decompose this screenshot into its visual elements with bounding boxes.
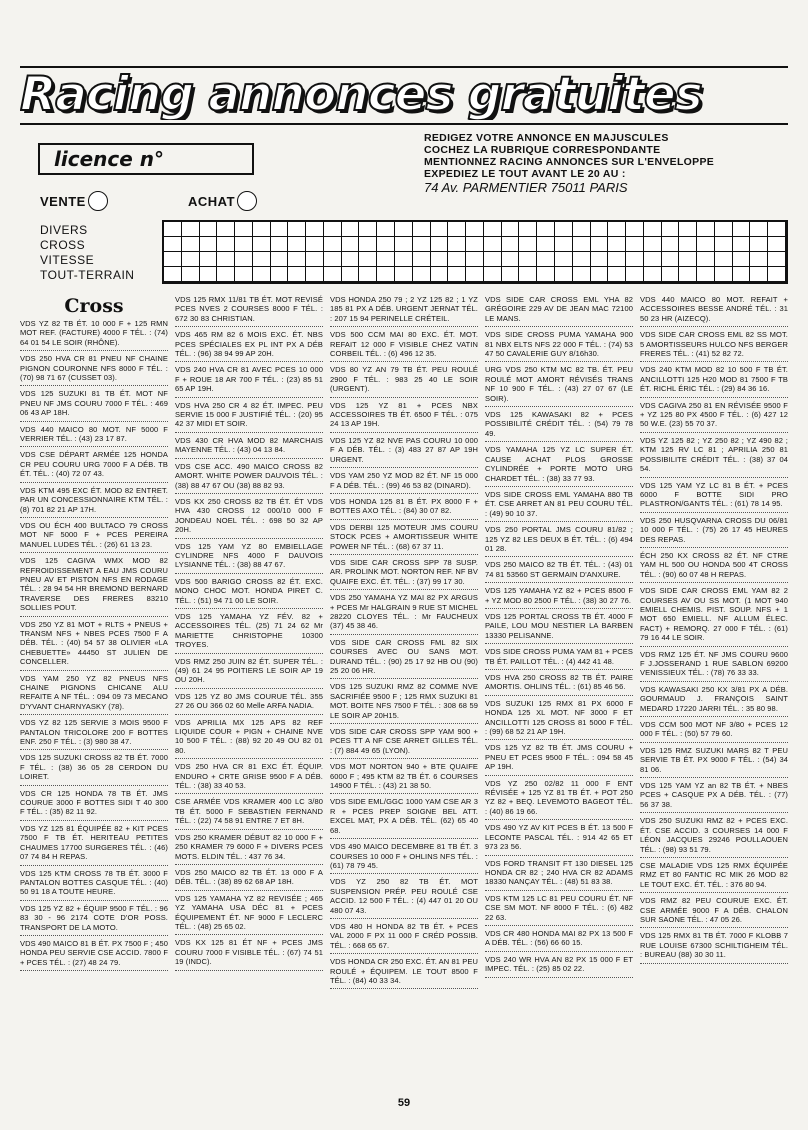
grid-cell[interactable]: [359, 222, 377, 237]
classified-ad: VDS 125 PORTAL CROSS TB ÉT. 4000 F PAILE, LOU MOU NESTIER LA BARBEN 13330 PELISANNE.: [485, 612, 633, 644]
grid-cell[interactable]: [608, 267, 626, 282]
classified-ad: VDS 125 YAMAHA YZ FÉV. 82 + ACCESSOIRES TÉL. (25) 71 24 62 Mr MARIETTE CHRISTOPHE 10300 TROYES.: [175, 612, 323, 654]
classified-ad: VDS KX 250 CROSS 82 TB ÉT. ÉT VDS HVA 430 CROSS 12 000/10 000 F JONDEAU NOEL TÉL. : 698 50 32 AP 20H.: [175, 497, 323, 539]
grid-cell[interactable]: [395, 237, 413, 252]
grid-cell[interactable]: [502, 267, 520, 282]
classified-ad: VDS HONDA CR 250 EXC. ÉT. AN 81 PEU ROULÉ + ÉQUIPEM. LE TOUT 8500 F TÉL. : (84) 40 33 34.: [330, 957, 478, 989]
ad-text-grid[interactable]: [162, 220, 788, 284]
grid-cell[interactable]: [182, 222, 200, 237]
grid-cell[interactable]: [200, 237, 218, 252]
classified-ad: VDS CAGIVA 250 81 EN RÉVISÉE 9500 F + YZ 125 80 PX 4500 F TÉL. : (6) 427 12 50 W.E. (23) 55 70 37.: [640, 401, 788, 433]
ads-column-4: [485, 295, 633, 1095]
classified-ad: VDS YAMAHA 125 YZ LC SUPER ÉT. CAUSE ACHAT PLOS GROSSE CYLINDRÉE + PORTE MOTO URG CHARDET TÉL. : (38) 33 77 93.: [485, 445, 633, 487]
grid-cell[interactable]: [324, 222, 342, 237]
grid-cell[interactable]: [448, 222, 466, 237]
grid-cell[interactable]: [715, 252, 733, 267]
grid-cell[interactable]: [253, 267, 271, 282]
classified-ad: VDS 125 RMX 11/81 TB ÉT. MOT REVISÉ PCES NVES 2 COURSES 8000 F TÉL. : 672 30 83 CHRISTIAN.: [175, 295, 323, 327]
grid-cell[interactable]: [608, 237, 626, 252]
classified-ad: VDS MOT NORTON 940 + BTE QUAIFE 6000 F ; 495 KTM 82 TB ÉT. 6 COURSES 14900 F TÉL. : (43) 21 38 50.: [330, 762, 478, 794]
grid-cell[interactable]: [644, 252, 662, 267]
grid-cell[interactable]: [768, 222, 786, 237]
classified-ad: VDS CSE ACC. 490 MAICO CROSS 82 AMORT. WHITE POWER DAUVOIS TÉL. : (38) 88 47 67 OU (38) 88 82 93.: [175, 462, 323, 494]
classified-ad: VDS CR 480 HONDA MAI 82 PX 13 500 F A DÉB. TÉL. : (56) 66 60 15.: [485, 929, 633, 952]
classified-ad: VDS 125 YZ 82 TB ÉT. JMS COURU + PNEU ET PCES 9500 F TÉL. : 094 58 45 AP 19H.: [485, 743, 633, 775]
grid-cell[interactable]: [626, 267, 644, 282]
classified-ad: VDS 440 MAICO 80 MOT. REFAIT + ACCESSOIRES BESSE ANDRÉ TÉL. : 31 50 23 HR (AIZECQ).: [640, 295, 788, 327]
classified-ad: VDS 465 RM 82 6 MOIS EXC. ÉT. NBS PCES SPÉCIALES EX PL INT PX A DÉB TÉL. : (96) 38 94 99 AP 20H.: [175, 330, 323, 362]
grid-cell[interactable]: [519, 252, 537, 267]
grid-cell[interactable]: [715, 237, 733, 252]
grid-cell[interactable]: [271, 222, 289, 237]
classified-ad: VDS YZ 250 82 TB ÉT. MOT SUSPENSION PRÉP. PEU ROULÉ CSE ACCID. 12 500 F TÉL. : (4) 447 01 20 OU 480 07 43.: [330, 877, 478, 919]
grid-cell[interactable]: [253, 252, 271, 267]
grid-cell[interactable]: [164, 222, 182, 237]
grid-cell[interactable]: [644, 237, 662, 252]
classified-ad: VDS 125 KAWASAKI 82 + PCES POSSIBILITÉ CRÉDIT TÉL. : (54) 79 78 49.: [485, 410, 633, 442]
classified-ad: VDS 480 H HONDA 82 TB ÉT. + PCES VAL 2000 F PX 11 000 F CRÉD POSSIB. TÉL. : 668 65 67.: [330, 922, 478, 954]
grid-cell[interactable]: [235, 237, 253, 252]
classified-ad: VDS 125 SUZUKI RMZ 82 COMME NVE SACRIFIÉE 9500 F ; 125 RMX SUZUKI 81 MOT. BOITE NFS 7500 F TÉL. : 308 68 59 LE SOIR AP 20H15.: [330, 682, 478, 724]
grid-cell[interactable]: [200, 252, 218, 267]
instruction-line: EXPEDIEZ LE TOUT AVANT LE 20 AU :: [424, 168, 626, 180]
classified-ad: VDS 125 YZ 81 + PCES NBX ACCESSOIRES TB ÉT. 6500 F TÉL. : 075 24 13 AP 19H.: [330, 401, 478, 433]
grid-cell[interactable]: [679, 237, 697, 252]
classified-ad: VDS HONDA 250 79 ; 2 YZ 125 82 ; 1 YZ 185 81 PX A DÉB. URGENT JERNAT TÉL. : 207 15 94 PERINELLE CRÉTEIL.: [330, 295, 478, 327]
grid-cell[interactable]: [466, 237, 484, 252]
classified-ad: VDS 250 YAMAHA YZ MAI 82 PX ARGUS + PCES Mr HALGRAIN 9 RUE ST MICHEL 28220 CLOYES TÉL. : Mr FAUCHEUX (37) 45 38 46.: [330, 593, 478, 635]
grid-cell[interactable]: [288, 237, 306, 252]
grid-cell[interactable]: [519, 237, 537, 252]
classified-ad: VDS SIDE CAR CROSS FML 82 SIX COURSES AVEC OU SANS MOT. DURAND TÉL. : (90) 25 17 92 HB OU (90) 25 20 06 HR.: [330, 638, 478, 680]
grid-cell[interactable]: [377, 252, 395, 267]
page-number: 59: [397, 1097, 411, 1109]
classified-ad: VDS APRILIA MX 125 APS 82 REF LIQUIDE COUR + PIGN + CHAINE NVE 10 500 F TÉL. : (88) 92 20 49 OU 82 01 80.: [175, 718, 323, 760]
instructions: [424, 132, 794, 180]
classified-ad: VDS 80 YZ AN 79 TB ÉT. PEU ROULÉ 2900 F TÉL. : 983 25 40 LE SOIR (URGENT).: [330, 365, 478, 397]
grid-cell[interactable]: [395, 267, 413, 282]
grid-cell[interactable]: [750, 267, 768, 282]
grid-cell[interactable]: [591, 252, 609, 267]
grid-cell[interactable]: [217, 267, 235, 282]
classified-ad: VDS 250 HUSQVARNA CROSS DU 06/81 10 000 F TÉL. : (75) 26 17 45 HEURES DES REPAS.: [640, 516, 788, 548]
grid-cell[interactable]: [448, 237, 466, 252]
grid-cell[interactable]: [555, 252, 573, 267]
ads-column-5: [640, 295, 788, 1095]
classified-ad: VDS 250 KRAMER DÉBUT 82 10 000 F + 250 KRAMER 79 6000 F + DIVERS PCES MOTS. ELDIN TÉL. : 437 76 34.: [175, 833, 323, 865]
classified-ad: VDS YZ 82 125 SERVIE 3 MOIS 9500 F PANTALON TRICOLORE 200 F BOTTES ENF. 250 F TÉL. : (3) 980 38 47.: [20, 718, 168, 750]
grid-cell[interactable]: [217, 237, 235, 252]
grid-cell[interactable]: [484, 222, 502, 237]
licence-number-field[interactable]: [38, 143, 254, 175]
ads-column-3: [330, 295, 478, 1095]
grid-cell[interactable]: [395, 222, 413, 237]
classified-ad: VDS RMZ 125 ÉT. NF JMS COURU 9600 F J.JOSSERAND 1 RUE SABLON 69200 VENISSIEUX TÉL. : (78) 76 33 33.: [640, 650, 788, 682]
classified-ad: VDS 240 WR HVA AN 82 PX 15 000 F ET IMPEC. TÉL. : (25) 85 02 22.: [485, 955, 633, 978]
classified-ad: VDS 125 SUZUKI 81 TB ÉT. MOT NF PNEU NF JMS COURU 7000 F TÉL. : 469 06 43 AP 18H.: [20, 389, 168, 421]
grid-cell[interactable]: [342, 237, 360, 252]
classified-ad: VDS SIDE EML/GGC 1000 YAM CSE AR 3 R + PCES PREP SOIGNE BEL ATT. EXCEL MAT, PX A DÉB. TÉL. (62) 65 40 68.: [330, 797, 478, 839]
classified-ad: VDS 125 YAMAHA YZ 82 + PCES 8500 F + YZ MOD 80 2500 F TÉL. : (38) 30 27 76.: [485, 586, 633, 609]
grid-cell[interactable]: [573, 267, 591, 282]
category-divers[interactable]: DIVERS: [40, 223, 88, 237]
grid-cell[interactable]: [768, 252, 786, 267]
classified-ad: VDS KAWASAKI 250 KX 3/81 PX A DÉB. GOURMAUD J. FRANÇOIS SAINT MEDARD 17220 JARRI TÉL. : 35 80 98.: [640, 685, 788, 717]
classified-ad: VDS YZ 125 82 ; YZ 250 82 ; YZ 490 82 ; KTM 125 RV LC 81 ; APRILIA 250 81 POSSIBILITE CRÉDIT TÉL. : (38) 37 04 54.: [640, 436, 788, 478]
classified-ad: VDS KTM 495 EXC ÉT. MOD 82 ENTRET. PAR UN CONCESSIONNAIRE KTM TÉL. : (8) 701 82 21 AP 17H.: [20, 486, 168, 518]
grid-cell[interactable]: [235, 222, 253, 237]
grid-cell[interactable]: [733, 252, 751, 267]
classified-ad: VDS DERBI 125 MOTEUR JMS COURU STOCK PCES + AMORTISSEUR WHITE POWER NF TÉL. : (68) 67 37 11.: [330, 523, 478, 555]
grid-cell[interactable]: [466, 267, 484, 282]
grid-cell[interactable]: [555, 222, 573, 237]
grid-cell[interactable]: [608, 252, 626, 267]
grid-cell[interactable]: [164, 267, 182, 282]
grid-cell[interactable]: [448, 252, 466, 267]
grid-cell[interactable]: [750, 222, 768, 237]
classified-ad: VDS 250 SUZUKI RMZ 82 + PCES EXC. ÉT. CSE ACCID. 3 COURSES 14 000 F LÉON JACQUES 29246 POULLAOUEN TÉL. : (98) 93 51 79.: [640, 816, 788, 858]
classified-ad: VDS 125 RMX 81 TB ÉT. 7000 F KLOBB 7 RUE LOUISE 67300 SCHILTIGHEIM TÉL. : BUREAU (88) 30 30 11.: [640, 931, 788, 963]
grid-cell[interactable]: [573, 222, 591, 237]
grid-cell[interactable]: [715, 267, 733, 282]
grid-cell[interactable]: [519, 222, 537, 237]
classified-ad: VDS SIDE CAR CROSS EML YAM 82 2 COURSES AV OU SS MOT. (1 MOT 940 EMIELL CHEMIS. PIST. SOUP. NFS + 1 MOT 650 EMIELL. NF ALLUM ÉLEC. FACT) + REMORQ. 27 000 F TÉL. : (61) 79 16 44 LE SOIR.: [640, 586, 788, 646]
grid-cell[interactable]: [768, 237, 786, 252]
classified-ad: VDS 125 CAGIVA WMX MOD 82 REFROIDISSEMENT A EAU JMS COURU PNEU AV ET PISTON NFS EN RODAGE TÉL. : 28 94 54 HR BREMOND BERNARD TRAVERSE DES FRERES 83210 SOLLIES POUT.: [20, 556, 168, 616]
grid-cell[interactable]: [697, 222, 715, 237]
grid-cell[interactable]: [502, 222, 520, 237]
grid-cell[interactable]: [750, 252, 768, 267]
grid-cell[interactable]: [519, 267, 537, 282]
instruction-line: MENTIONNEZ RACING ANNONCES SUR L'ENVELOPPE: [424, 156, 715, 168]
vente-label: VENTE: [40, 193, 86, 209]
grid-cell[interactable]: [271, 237, 289, 252]
grid-cell[interactable]: [235, 252, 253, 267]
classified-ad: VDS HVA 250 CR 4 82 ÉT. IMPEC. PEU SERVIE 15 000 F JUSTIFIÉ TÉL. : (20) 95 42 37 MIDI ET SOIR.: [175, 401, 323, 433]
grid-cell[interactable]: [217, 222, 235, 237]
grid-cell[interactable]: [359, 267, 377, 282]
grid-cell[interactable]: [306, 267, 324, 282]
grid-cell[interactable]: [697, 267, 715, 282]
grid-cell[interactable]: [591, 222, 609, 237]
classified-ad: VDS CR 125 HONDA 78 TB ÉT. JMS COURUE 3000 F BOTTES SIDI T 40 300 F TÉL. : (35) 82 11 92.: [20, 789, 168, 821]
category-cross[interactable]: CROSS: [40, 238, 86, 252]
licence-label: licence n°: [54, 147, 164, 171]
grid-cell[interactable]: [573, 237, 591, 252]
grid-cell[interactable]: [431, 267, 449, 282]
grid-cell[interactable]: [431, 252, 449, 267]
grid-cell[interactable]: [253, 237, 271, 252]
classified-ad: VDS 250 HVA CR 81 PNEU NF CHAINE PIGNON COURONNE NFS 8000 F TÉL. : (70) 98 71 67 (CUSSET 03).: [20, 354, 168, 386]
grid-cell[interactable]: [182, 252, 200, 267]
grid-cell[interactable]: [502, 237, 520, 252]
grid-cell[interactable]: [271, 267, 289, 282]
grid-cell[interactable]: [413, 237, 431, 252]
classified-ad: VDS FORD TRANSIT FT 130 DIESEL 125 HONDA CR 82 ; 240 HVA CR 82 ADAMS 18330 NANÇAY TÉL. : (48) 51 83 38.: [485, 859, 633, 891]
classified-ad: VDS RMZ 82 PEU COURUE EXC. ÉT. CSE ARMÉE 9000 F A DÉB. CHALON SUR SAONE TÉL. : 47 05 26.: [640, 896, 788, 928]
classified-ad: VDS 500 CCM MAI 80 EXC. ÉT. MOT. REFAIT 12 000 F VISIBLE CHEZ VATIN CORBEIL TÉL. : (6) 496 12 35.: [330, 330, 478, 362]
grid-cell[interactable]: [662, 267, 680, 282]
grid-cell[interactable]: [733, 237, 751, 252]
vente-radio[interactable]: [88, 191, 108, 211]
grid-cell[interactable]: [591, 237, 609, 252]
classified-ad: VDS 250 YZ 81 MOT + RLTS + PNEUS + TRANSM NFS + NBES PCES 7500 F A DÉB. TÉL. : (40) 54 57 38 OLIVIER «LA CHEBUETTE» 44450 ST JULIEN DE CONCELLER.: [20, 620, 168, 671]
grid-cell[interactable]: [715, 222, 733, 237]
grid-cell[interactable]: [182, 267, 200, 282]
category-vitesse[interactable]: VITESSE: [40, 253, 95, 267]
classified-ad: VDS SIDE CAR CROSS EML YHA 82 GRÉGOIRE 229 AV DE JEAN MAC 72100 LE MANS.: [485, 295, 633, 327]
grid-cell[interactable]: [448, 267, 466, 282]
grid-cell[interactable]: [697, 252, 715, 267]
grid-cell[interactable]: [182, 237, 200, 252]
grid-cell[interactable]: [662, 222, 680, 237]
classified-ad: VDS SIDE CAR CROSS SPP YAM 900 + PCES TT A NF CSE ARRET GILLES TÉL. : (7) 884 49 65 (LYON).: [330, 727, 478, 759]
grid-cell[interactable]: [662, 252, 680, 267]
grid-cell[interactable]: [413, 267, 431, 282]
grid-cell[interactable]: [733, 267, 751, 282]
classified-ad: VDS 125 YAM YZ LC 81 B ÉT. + PCES 6000 F BOTTE SIDI PRO PLASTRON/GANTS TÉL. : (61) 78 14 95.: [640, 481, 788, 513]
grid-cell[interactable]: [502, 252, 520, 267]
achat-option[interactable]: [188, 191, 257, 211]
grid-cell[interactable]: [288, 252, 306, 267]
grid-cell[interactable]: [484, 252, 502, 267]
grid-cell[interactable]: [217, 252, 235, 267]
classified-ad: VDS SIDE CAR CROSS SPP 78 SUSP. AR. PROLINK MOT. NORTON REF. NF BV QUAIFE EXC. ÉT. TÉL. : (37) 99 17 30.: [330, 558, 478, 590]
grid-cell[interactable]: [377, 237, 395, 252]
grid-cell[interactable]: [200, 267, 218, 282]
page-title: Racing annonces gratuites: [20, 70, 702, 120]
grid-cell[interactable]: [608, 222, 626, 237]
grid-cell[interactable]: [395, 252, 413, 267]
classified-ad: VDS KTM 125 LC 81 PEU COURU ÉT. NF CSE SM MOT. NF 8000 F TÉL. : (6) 482 22 63.: [485, 894, 633, 926]
classified-ad: VDS 125 YAM YZ an 82 TB ÉT. + NBES PCES + CASQUE PX A DÉB. TÉL. : (77) 56 37 38.: [640, 781, 788, 813]
classified-ad: VDS 125 YZ 80 JMS COURUE TÉL. 355 27 26 OU 366 02 60 Melle ARFA NADIA.: [175, 692, 323, 715]
grid-cell[interactable]: [342, 267, 360, 282]
grid-cell[interactable]: [484, 267, 502, 282]
classified-ad: VDS 125 RMZ SUZUKI MARS 82 T PEU SERVIE TB ÉT. PX 9000 F TÉL. : (54) 34 81 06.: [640, 746, 788, 778]
classified-ad: VDS SIDE CROSS EML YAMAHA 880 TB ÉT. CSE ARRET AN 81 PEU COURU TÉL. : (49) 90 10 37.: [485, 490, 633, 522]
grid-cell[interactable]: [679, 267, 697, 282]
grid-cell[interactable]: [768, 267, 786, 282]
grid-cell[interactable]: [164, 237, 182, 252]
grid-cell[interactable]: [306, 222, 324, 237]
classified-ad: VDS 125 YZ 82 + ÉQUIP 9500 F TÉL. : 96 83 30 - 96 2174 COTE D'OR POSS. TRANSPORT DE LA MOTO.: [20, 904, 168, 936]
grid-cell[interactable]: [324, 237, 342, 252]
grid-cell[interactable]: [537, 237, 555, 252]
classified-ad: VDS 490 MAICO 81 B ÉT. PX 7500 F ; 450 HONDA PEU SERVIE CSE ACCID. 7800 F + PCES TÉL. : (27) 48 24 79.: [20, 939, 168, 971]
classified-ad: VDS 240 HVA CR 81 AVEC PCES 10 000 F + ROUE 18 AR 700 F TÉL. : (23) 85 51 65 AP 19H.: [175, 365, 323, 397]
grid-cell[interactable]: [200, 222, 218, 237]
grid-cell[interactable]: [626, 252, 644, 267]
classified-ad: VDS YZ 125 81 ÉQUIPÉE 82 + KIT PCES 7500 F TB ÉT. HERITEAU PETITES CHAUMES 17700 SURGERES TÉL. : (46) 07 74 84 H REPAS.: [20, 824, 168, 866]
classified-ad: VDS YZ 82 TB ÉT. 10 000 F + 125 RMN MOT REF. (FACTURE) 4000 F TÉL. : (74) 64 01 54 LE SOIR (RHÔNE).: [20, 319, 168, 351]
category-tout-terrain[interactable]: TOUT-TERRAIN: [40, 268, 135, 282]
classified-ad: VDS 250 PORTAL JMS COURU 81/82 ; 125 YZ 82 LES DEUX B ÉT. TÉL. : (6) 494 01 28.: [485, 525, 633, 557]
achat-label: ACHAT: [188, 193, 236, 209]
classified-ad: VDS 440 MAICO 80 MOT. NF 5000 F VERRIER TÉL. : (43) 23 17 87.: [20, 425, 168, 448]
grid-cell[interactable]: [342, 222, 360, 237]
ads-column-1: [20, 295, 168, 1095]
grid-cell[interactable]: [235, 267, 253, 282]
grid-cell[interactable]: [431, 222, 449, 237]
classified-ad: VDS 125 YAMAHA YZ 82 REVISÉE ; 465 YZ YAMAHA USA DÉC 81 + PCES ÉQUIPEMENT ÉT. NF 9000 F LECLERC TÉL. : (48) 25 65 02.: [175, 894, 323, 936]
header-rule-top: [20, 66, 788, 68]
classified-ad: CSE ARMÉE VDS KRAMER 400 LC 3/80 TB ÉT. 5000 F SEBASTIEN FERNAND TÉL. : (22) 74 58 91 ENTRE 7 ET 8H.: [175, 797, 323, 829]
grid-cell[interactable]: [431, 237, 449, 252]
grid-cell[interactable]: [164, 252, 182, 267]
grid-cell[interactable]: [377, 222, 395, 237]
classified-ad: VDS 250 MAICO 82 TB ÉT. TÉL. : (43) 01 74 81 53560 ST GERMAIN D'ANXURE.: [485, 560, 633, 583]
classified-ad: VDS 125 YAM YZ 80 EMBIELLAGE CYLINDRE NFS 4000 F DAUVOIS LYSIANNE TÉL. : (38) 88 47 67.: [175, 542, 323, 574]
classified-ad: VDS 250 HVA CR 81 EXC ÉT. ÉQUIP. ENDURO + CRTE GRISE 9500 F A DÉB. TÉL. : (38) 33 40 53.: [175, 762, 323, 794]
section-title: Cross: [64, 295, 124, 317]
classified-ad: VDS YZ 250 02/82 11 000 F ENT RÉVISÉE + 125 YZ 81 TB ÉT. + POT 250 YZ 82 + BEQ. LEVEMOTO BAGEOT TÉL. : (40) 86 19 66.: [485, 779, 633, 821]
classified-ad: VDS YAM 250 YZ MOD 82 ÉT. NF 15 000 F A DÉB. TÉL. : (99) 46 53 82 (DINARD).: [330, 471, 478, 494]
classified-ad: VDS OU ÉCH 400 BULTACO 79 CROSS MOT NF 5000 F + PCES PEREIRA MANUEL LUDES TÉL. : (26) 61 13 23.: [20, 521, 168, 553]
grid-cell[interactable]: [626, 237, 644, 252]
grid-cell[interactable]: [359, 252, 377, 267]
classified-ad: CSE MALADIE VDS 125 RMX ÉQUIPÉE RMZ ET 80 FANTIC RC MIK 26 MOD 82 LE TOUT EXC. ÉT. TÉL. : 376 80 94.: [640, 861, 788, 893]
classified-ad: VDS HVA 250 CROSS 82 TB ÉT. PAIRE AMORTIS. OHLINS TÉL. : (61) 85 46 56.: [485, 673, 633, 696]
instruction-line: REDIGEZ VOTRE ANNONCE EN MAJUSCULES: [424, 132, 669, 144]
grid-cell[interactable]: [377, 267, 395, 282]
grid-cell[interactable]: [679, 222, 697, 237]
grid-cell[interactable]: [733, 222, 751, 237]
grid-cell[interactable]: [537, 267, 555, 282]
grid-cell[interactable]: [288, 222, 306, 237]
classified-ad: VDS 125 YZ 82 NVE PAS COURU 10 000 F A DÉB. TÉL. : (3) 483 27 87 AP 19H URGENT.: [330, 436, 478, 468]
grid-cell[interactable]: [626, 222, 644, 237]
classified-ad: VDS 125 KTM CROSS 78 TB ÉT. 3000 F PANTALON BOTTES CASQUE TÉL. : (40) 50 91 18 A TOUTE HEURE.: [20, 869, 168, 901]
grid-cell[interactable]: [484, 237, 502, 252]
grid-cell[interactable]: [537, 252, 555, 267]
header-rule-bottom: [20, 123, 788, 125]
classified-ad: VDS 490 YZ AV KIT PCES B ÉT. 13 500 F LECONTE PASCAL TÉL. : 914 42 65 ET 973 23 56.: [485, 823, 633, 855]
grid-cell[interactable]: [644, 267, 662, 282]
classified-ad: VDS KX 125 81 ÉT NF + PCES JMS COURU 7000 F VISIBLE TÉL. : (67) 74 51 19 (INDC).: [175, 938, 323, 970]
grid-cell[interactable]: [573, 252, 591, 267]
classified-ad: VDS CSE DÉPART ARMÉE 125 HONDA CR PEU COURU URG 7000 F A DÉB. TB ÉT. TÉL. : (40) 72 07 43.: [20, 450, 168, 482]
grid-cell[interactable]: [555, 237, 573, 252]
grid-cell[interactable]: [342, 252, 360, 267]
classified-ad: VDS CCM 500 MOT NF 3/80 + PCES 12 000 F TÉL. : (50) 57 79 60.: [640, 720, 788, 743]
grid-cell[interactable]: [644, 222, 662, 237]
classified-ad: VDS YAM 250 YZ 82 PNEUS NFS CHAINE PIGNONS CHICANE ALU REFAITE A NF TÉL. : 094 09 73 MECANO D'YVANT CHARNYASKY (78).: [20, 674, 168, 716]
grid-cell[interactable]: [679, 252, 697, 267]
classified-ad: VDS SUZUKI 125 RMX 81 PX 6000 F HONDA 125 XL MOT. NF 3000 F ET ANCILLOTTI 125 CROSS 81 5000 F TÉL. : (99) 68 52 21 AP 19H.: [485, 699, 633, 741]
grid-cell[interactable]: [359, 237, 377, 252]
ads-column-2: [175, 295, 323, 1095]
classified-ad: VDS HONDA 125 81 B ÉT. PX 8000 F + BOTTES AXO TÉL. : (84) 30 07 82.: [330, 497, 478, 520]
grid-cell[interactable]: [591, 267, 609, 282]
category-list: [40, 223, 134, 283]
address: 74 Av. PARMENTIER 75011 PARIS: [424, 180, 628, 195]
grid-cell[interactable]: [253, 222, 271, 237]
classified-ad: VDS SIDE CROSS PUMA YAM 81 + PCES TB ÉT. PAILLOT TÉL. : (4) 442 41 48.: [485, 647, 633, 670]
grid-cell[interactable]: [555, 267, 573, 282]
classified-ad: VDS 125 SUZUKI CROSS 82 TB ÉT. 7000 F TÉL. : (38) 36 05 28 CERDON DU LOIRET.: [20, 753, 168, 785]
grid-cell[interactable]: [466, 222, 484, 237]
vente-option[interactable]: [40, 191, 108, 211]
grid-cell[interactable]: [324, 252, 342, 267]
classified-ad: ÉCH 250 KX CROSS 82 ÉT. NF CTRE YAM HL 500 OU HONDA 500 4T CROSS TÉL. : (90) 60 07 48 H REPAS.: [640, 551, 788, 583]
classified-ad: VDS SIDE CROSS PUMA YAMAHA 900 81 NBX ELTS NFS 22 000 F TÉL. : (74) 53 47 50 CAVALERIE GUY 8/16h30.: [485, 330, 633, 362]
grid-cell[interactable]: [537, 222, 555, 237]
achat-radio[interactable]: [237, 191, 257, 211]
classified-ad: VDS RMZ 250 JUIN 82 ÉT. SUPER TÉL. : (49) 61 24 95 POITIERS LE SOIR AP 19 OU 20H.: [175, 657, 323, 689]
classified-ad: VDS 250 MAICO 82 TB ÉT. 13 000 F A DÉB. TÉL. : (38) 89 62 68 AP 18H.: [175, 868, 323, 891]
grid-cell[interactable]: [750, 237, 768, 252]
classified-ad: VDS 430 CR HVA MOD 82 MARCHAIS MAYENNE TÉL. : (43) 04 13 84.: [175, 436, 323, 459]
grid-cell[interactable]: [271, 252, 289, 267]
grid-cell[interactable]: [697, 237, 715, 252]
grid-cell[interactable]: [288, 267, 306, 282]
grid-cell[interactable]: [306, 252, 324, 267]
grid-cell[interactable]: [662, 237, 680, 252]
instruction-line: COCHEZ LA RUBRIQUE CORRESPONDANTE: [424, 144, 661, 156]
classified-ad: VDS 240 KTM MOD 82 10 500 F TB ÉT. ANCILLOTTI 125 H20 MOD 81 7500 F TB ÉT. RICHL ÉRIC TÉL. : (29) 84 36 16.: [640, 365, 788, 397]
classified-ad: VDS 500 BARIGO CROSS 82 ÉT. EXC. MONO CHOC MOT. HONDA PIRET C. TÉL. : (51) 94 71 00 LE SOIR.: [175, 577, 323, 609]
grid-cell[interactable]: [413, 252, 431, 267]
grid-cell[interactable]: [306, 237, 324, 252]
grid-cell[interactable]: [466, 252, 484, 267]
classified-ad: VDS 490 MAICO DECEMBRE 81 TB ÉT. 3 COURSES 10 000 F + OHLINS NFS TÉL. : (61) 78 79 45.: [330, 842, 478, 874]
grid-cell[interactable]: [324, 267, 342, 282]
classified-ad: VDS SIDE CAR CROSS EML 82 SS MOT. 5 AMORTISSEURS HULCO NFS BERGER FRERES TÉL. : (41) 52 82 72.: [640, 330, 788, 362]
grid-cell[interactable]: [413, 222, 431, 237]
classified-ad: URG VDS 250 KTM MC 82 TB. ÉT. PEU ROULÉ MOT AMORT RÉVISÉS TRANS NF 10 900 F TÉL. : (43) 27 07 67 (LE SOIR).: [485, 365, 633, 407]
